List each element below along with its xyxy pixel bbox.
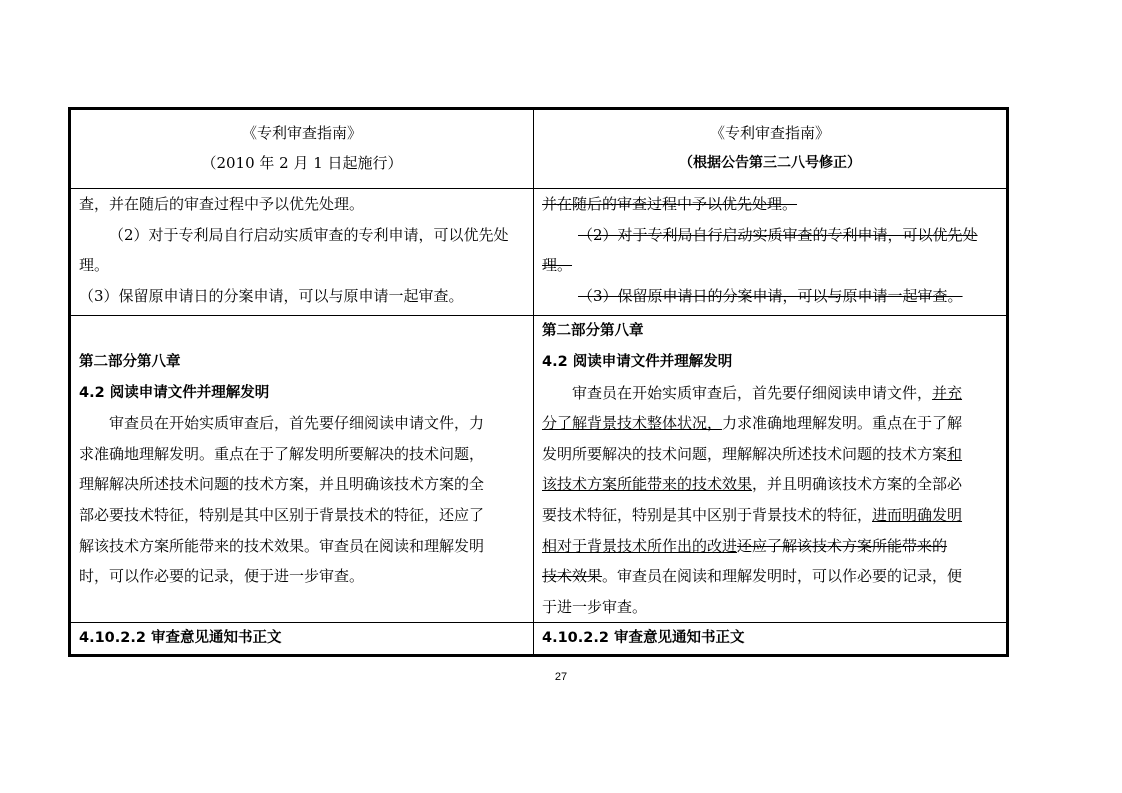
header-left-subtitle: （2010 年 2 月 1 日起施行） — [201, 154, 403, 172]
plain-text: 。审查员在阅读和理解发明时，可以作必要的记录，便 — [602, 567, 963, 586]
header-left — [70, 109, 534, 189]
row1-right-cell — [534, 189, 1008, 316]
right-paragraph-line — [542, 378, 998, 409]
left-section-heading: 4.2 阅读申请文件并理解发明 — [79, 384, 270, 401]
inserted-text: 进而明确发明 — [872, 505, 963, 524]
row1-left-line: 理。 — [79, 256, 110, 275]
header-right-subtitle: （根据公告第三二八号修正） — [679, 155, 861, 171]
right-paragraph-line — [542, 469, 998, 500]
plain-text: 要技术特征，特别是其中区别于背景技术的特征， — [542, 505, 873, 524]
left-chapter-heading: 第二部分第八章 — [79, 353, 181, 370]
table-row — [70, 316, 1008, 623]
right-paragraph-line — [542, 439, 998, 470]
row1-right-deleted-line: （3）保留原申请日的分案申请，可以与原申请一起审查。 — [578, 286, 963, 305]
row1-left-line: （3）保留原申请日的分案申请，可以与原申请一起审查。 — [79, 286, 464, 305]
deleted-text: 技术效果 — [542, 567, 603, 586]
right-paragraph-line — [542, 561, 998, 592]
row1-left-cell — [70, 189, 534, 316]
left-paragraph-line: 时，可以作必要的记录，便于进一步审查。 — [79, 567, 365, 586]
right-subsection-heading: 4.10.2.2 审查意见通知书正文 — [542, 630, 745, 647]
plain-text: 审查员在开始实质审查后，首先要仔细阅读申请文件， — [572, 383, 933, 402]
plain-text: 力求准确地理解发明。重点在于了解 — [722, 414, 963, 433]
comparison-table — [68, 107, 1009, 657]
row2-left-cell — [70, 316, 534, 623]
table-header-row — [70, 109, 1008, 189]
row2-right-cell — [534, 316, 1008, 623]
row1-left-line: （2）对于专利局自行启动实质审查的专利申请，可以优先处 — [109, 225, 509, 244]
right-paragraph-line — [542, 408, 998, 439]
row1-right-deleted-line: 理。 — [542, 256, 573, 275]
header-right-title: 《专利审查指南》 — [709, 124, 830, 142]
header-right — [534, 109, 1008, 189]
plain-text: 发明所要解决的技术问题，理解解决所述技术问题的技术方案 — [542, 444, 948, 463]
right-paragraph-line — [542, 531, 998, 562]
left-paragraph-line: 求准确地理解发明。重点在于了解发明所要解决的技术问题， — [79, 444, 485, 463]
row1-right-deleted-line: 并在随后的审查过程中予以优先处理。 — [542, 195, 798, 213]
inserted-text: 该技术方案所能带来的技术效果 — [542, 475, 753, 494]
inserted-text: 相对于背景技术所作出的改进 — [542, 536, 738, 555]
row1-right-deleted-line: （2）对于专利局自行启动实质审查的专利申请，可以优先处 — [578, 225, 978, 244]
row3-right-cell — [534, 623, 1008, 656]
header-left-title: 《专利审查指南》 — [241, 124, 362, 142]
left-paragraph-line: 解该技术方案所能带来的技术效果。审查员在阅读和理解发明 — [79, 536, 485, 555]
right-section-heading: 4.2 阅读申请文件并理解发明 — [542, 353, 733, 370]
inserted-text: 和 — [947, 444, 963, 463]
right-paragraph-line — [542, 500, 998, 531]
inserted-text: 并充 — [932, 383, 963, 402]
row3-left-cell — [70, 623, 534, 656]
left-paragraph-line: 部必要技术特征，特别是其中区别于背景技术的特征，还应了 — [79, 505, 485, 524]
table-row — [70, 189, 1008, 316]
deleted-text: 还应了解该技术方案所能带来的 — [737, 536, 948, 555]
right-chapter-heading: 第二部分第八章 — [542, 323, 644, 340]
plain-text: ，并且明确该技术方案的全部必 — [752, 475, 963, 494]
page-number: 27 — [554, 671, 568, 683]
right-paragraph-line: 于进一步审查。 — [542, 597, 648, 616]
table-row — [70, 623, 1008, 656]
left-paragraph-line: 理解解决所述技术问题的技术方案，并且明确该技术方案的全 — [79, 475, 485, 494]
left-paragraph-line: 审查员在开始实质审查后，首先要仔细阅读申请文件，力 — [109, 414, 485, 433]
inserted-text: 分了解背景技术整体状况， — [542, 414, 723, 433]
left-subsection-heading: 4.10.2.2 审查意见通知书正文 — [79, 630, 282, 647]
row1-left-line: 查，并在随后的审查过程中予以优先处理。 — [79, 195, 365, 213]
